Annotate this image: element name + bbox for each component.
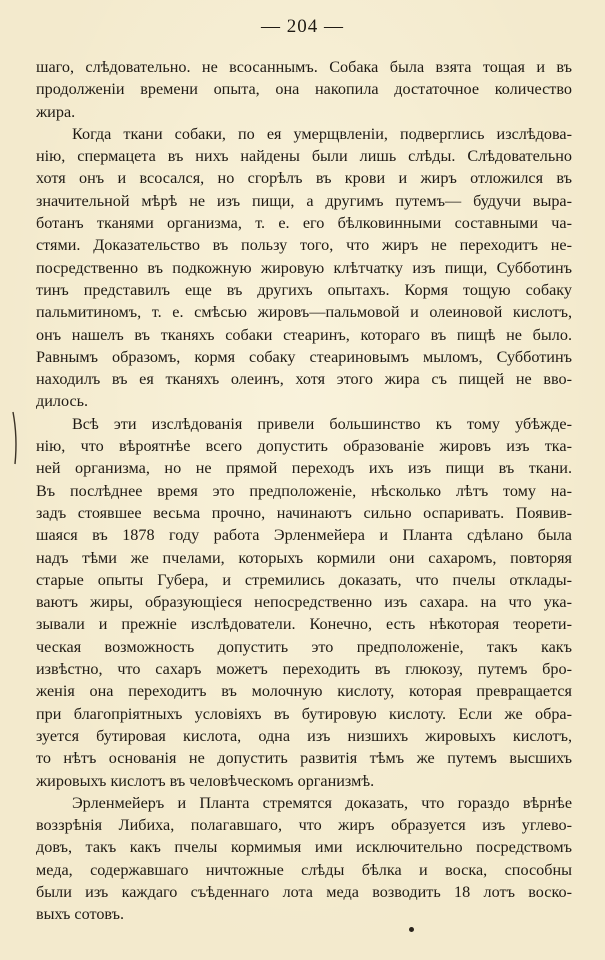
ink-spot	[409, 927, 414, 932]
text-line: нію, спермацета въ нихъ найдены были лишь слѣды. Слѣдовательно	[36, 147, 572, 166]
text-line: жира.	[36, 102, 76, 121]
text-line: извѣстно, что сахаръ можетъ переходить въ глюкозу, путемъ бро-	[36, 660, 572, 679]
text-line: шаяся въ 1878 году работа Эрленмейера и Планта сдѣлано была	[36, 526, 572, 545]
text-line: находилъ въ ея тканяхъ олеинъ, хотя этого жира съ пищей не вво-	[36, 370, 572, 389]
text-line: меда, содержавшаго ничтожные слѣды бѣлка и воска, способны	[36, 860, 572, 879]
text-line: при благопріятныхъ условіяхъ въ бутировую кислоту. Если же обра-	[36, 704, 572, 723]
text-line: пальмитиномъ, т. е. смѣсью жировъ—пальмовой и олеиновой кислотъ,	[36, 303, 572, 322]
text-line: задъ стоявшее весьма прочно, начинаютъ сильно оспаривать. Появив-	[36, 503, 572, 522]
text-line: зывали и прежніе изслѣдователи. Конечно, есть нѣкоторая теорети-	[36, 615, 572, 634]
text-line: Когда ткани собаки, по ея умерщвленіи, подверглись изслѣдова-	[72, 124, 572, 143]
text-line: Равнымъ образомъ, кормя собаку стеариновымъ мыломъ, Субботинъ	[36, 347, 572, 366]
page-number: — 204 —	[261, 16, 344, 37]
text-line: выхъ сотовъ.	[36, 905, 125, 924]
text-line: жировыхъ кислотъ въ человѣческомъ организмѣ.	[36, 771, 375, 790]
text-line: женія она переходитъ въ молочную кислоту, которая превращается	[36, 682, 572, 701]
text-line: продолженіи времени опыта, она накопила достаточное количество	[36, 80, 572, 99]
text-line: онъ нашелъ въ тканяхъ собаки стеаринъ, котораго въ пищѣ не было.	[36, 325, 572, 344]
text-line: нію, что вѣроятнѣе всего допустить образованіе жировъ изъ тка-	[36, 437, 572, 456]
text-line: зуется бутировая кислота, одна изъ низшихъ жировыхъ кислотъ,	[36, 726, 572, 745]
text-line: тинъ представилъ еще въ другихъ опытахъ. Кормя тощую собаку	[36, 280, 572, 299]
text-line: значительной мѣрѣ не изъ пищи, а другимъ путемъ— будучи выра-	[36, 191, 572, 210]
margin-pencil-mark	[10, 410, 20, 466]
text-line: Въ послѣднее время это предположеніе, нѣсколько лѣтъ тому на-	[36, 481, 572, 500]
text-line: ческая возможность допустить это предположеніе, такъ какъ	[36, 637, 572, 656]
text-line: воззрѣнія Либиха, полагавшаго, что жиръ образуется изъ углево-	[36, 816, 572, 835]
text-line: то нѣтъ основанія не допустить развитія тѣмъ же путемъ высшихъ	[36, 749, 572, 768]
text-line: ней организма, но не прямой переходъ ихъ изъ пищи въ ткани.	[36, 459, 572, 478]
text-line: хотя онъ и всосался, но сгорѣлъ въ крови и жиръ отложился въ	[36, 169, 572, 188]
text-line: посредственно въ подкожную жировую клѣтчатку изъ пищи, Субботинъ	[36, 258, 572, 277]
text-line: дилось.	[36, 392, 89, 411]
text-line: надъ тѣми же пчелами, которыхъ кормили они сахаромъ, повторяя	[36, 548, 572, 567]
text-line: шаго, слѣдовательно. не всосаннымъ. Собака была взята тощая и въ	[36, 58, 572, 76]
text-line: Всѣ эти изслѣдованія привели большинство къ тому убѣжде-	[72, 414, 572, 433]
text-line: Эрленмейеръ и Планта стремятся доказать, что гораздо вѣрнѣе	[72, 793, 572, 812]
text-line: были изъ каждаго съѣденнаго лота меда возводить 18 лотъ воско-	[36, 882, 572, 901]
text-line: ботанъ тканями организма, т. е. его бѣлковинными составными ча-	[36, 214, 572, 233]
text-line: стями. Доказательство въ пользу того, что жиръ не переходитъ не-	[36, 236, 572, 255]
text-line: довъ, такъ какъ пчелы кормимыя ими исключительно посредствомъ	[36, 838, 572, 857]
text-line: ваютъ жиры, образующіеся непосредственно изъ сахара. на что ука-	[36, 593, 572, 612]
text-line: старые опыты Губера, и стремились доказать, что пчелы отклады-	[36, 570, 572, 589]
body-text	[36, 56, 572, 926]
